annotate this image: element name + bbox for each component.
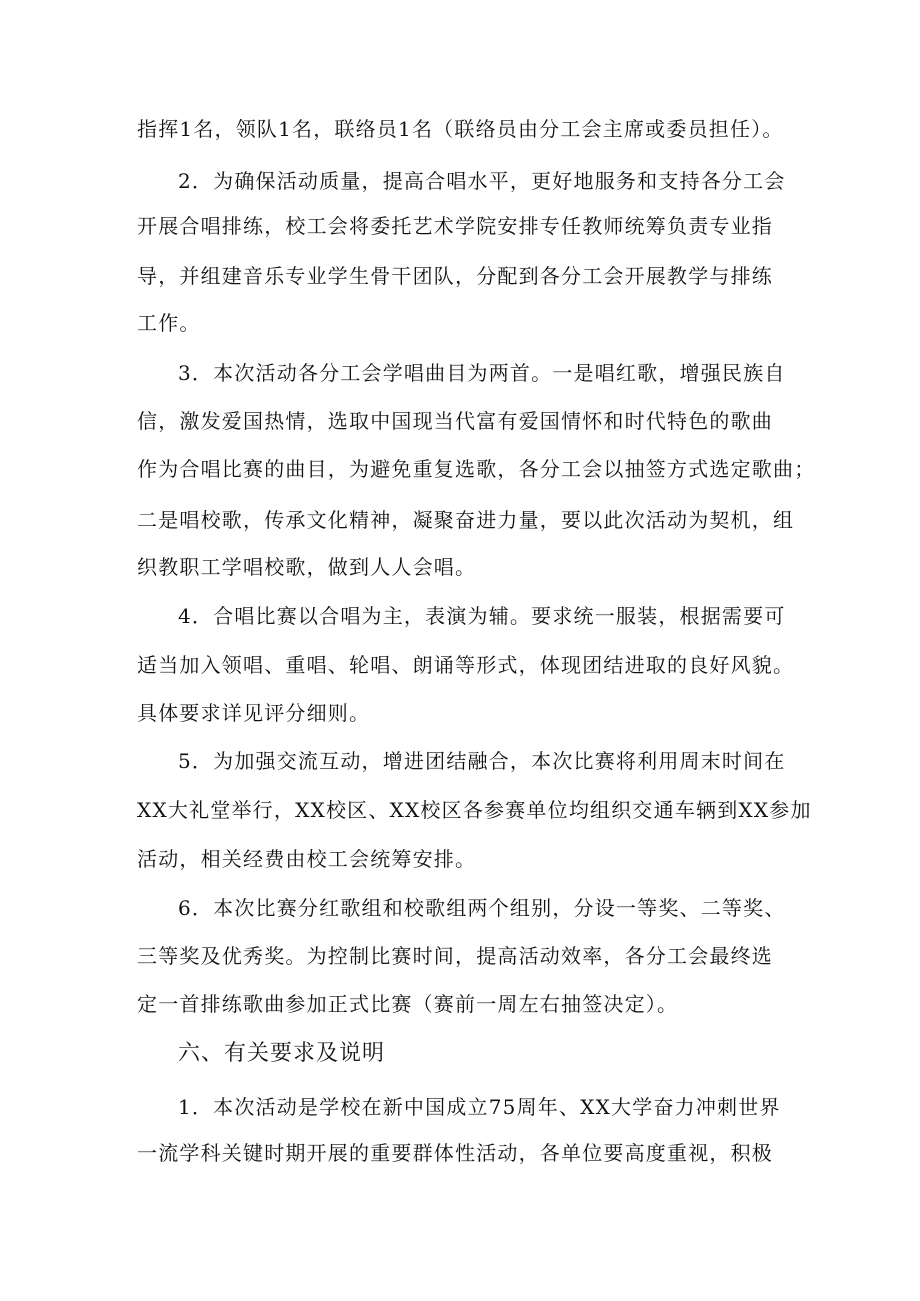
text-line: 一流学科关键时期开展的重要群体性活动，各单位要高度重视，积极 — [137, 1141, 773, 1165]
text-line: 定一首排练歌曲参加正式比赛（赛前一周左右抽签决定）。 — [137, 992, 679, 1016]
text-line: 导，并组建音乐专业学生骨干团队，分配到各分工会开展教学与排练 — [137, 264, 773, 288]
text-line: 开展合唱排练，校工会将委托艺术学院安排专任教师统筹负责专业指 — [137, 214, 773, 238]
text-line: 三等奖及优秀奖。为控制比赛时间，提高活动效率，各分工会最终选 — [137, 944, 773, 968]
section-heading: 六、有关要求及说明 — [178, 1041, 386, 1066]
paragraph-4-start: 4．合唱比赛以合唱为主，表演为辅。要求统一服装，根据需要可 — [178, 604, 786, 628]
text-line: 二是唱校歌，传承文化精神，凝聚奋进力量，要以此次活动为契机，组 — [137, 508, 795, 532]
paragraph-2-start: 2．为确保活动质量，提高合唱水平，更好地服务和支持各分工会 — [178, 169, 786, 193]
paragraph-requirements-1-start: 1．本次活动是学校在新中国成立75周年、XX大学奋力冲刺世界 — [178, 1095, 781, 1119]
text-line: 作为合唱比赛的曲目，为避免重复选歌，各分工会以抽签方式选定歌曲； — [137, 457, 816, 481]
text-line: 适当加入领唱、重唱、轮唱、朗诵等形式，体现团结进取的良好风貌。 — [137, 653, 795, 677]
text-line: 织教职工学唱校歌，做到人人会唱。 — [137, 555, 477, 579]
text-line: 指挥1名，领队1名，联络员1名（联络员由分工会主席或委员担任）。 — [137, 117, 784, 141]
text-line: 具体要求详见评分细则。 — [137, 701, 371, 725]
text-line: 信，激发爱国热情，选取中国现当代富有爱国情怀和时代特色的歌曲 — [137, 409, 773, 433]
paragraph-3-start: 3．本次活动各分工会学唱曲目为两首。一是唱红歌，增强民族自 — [178, 361, 786, 385]
text-line: 工作。 — [137, 311, 201, 335]
paragraph-5-start: 5．为加强交流互动，增进团结融合，本次比赛将利用周末时间在 — [178, 749, 786, 773]
text-line: 活动，相关经费由校工会统筹安排。 — [137, 847, 477, 871]
paragraph-6-start: 6．本次比赛分红歌组和校歌组两个组别，分设一等奖、二等奖、 — [178, 896, 786, 920]
text-line: XX大礼堂举行，XX校区、XX校区各参赛单位均组织交通车辆到XX参加 — [137, 798, 812, 822]
